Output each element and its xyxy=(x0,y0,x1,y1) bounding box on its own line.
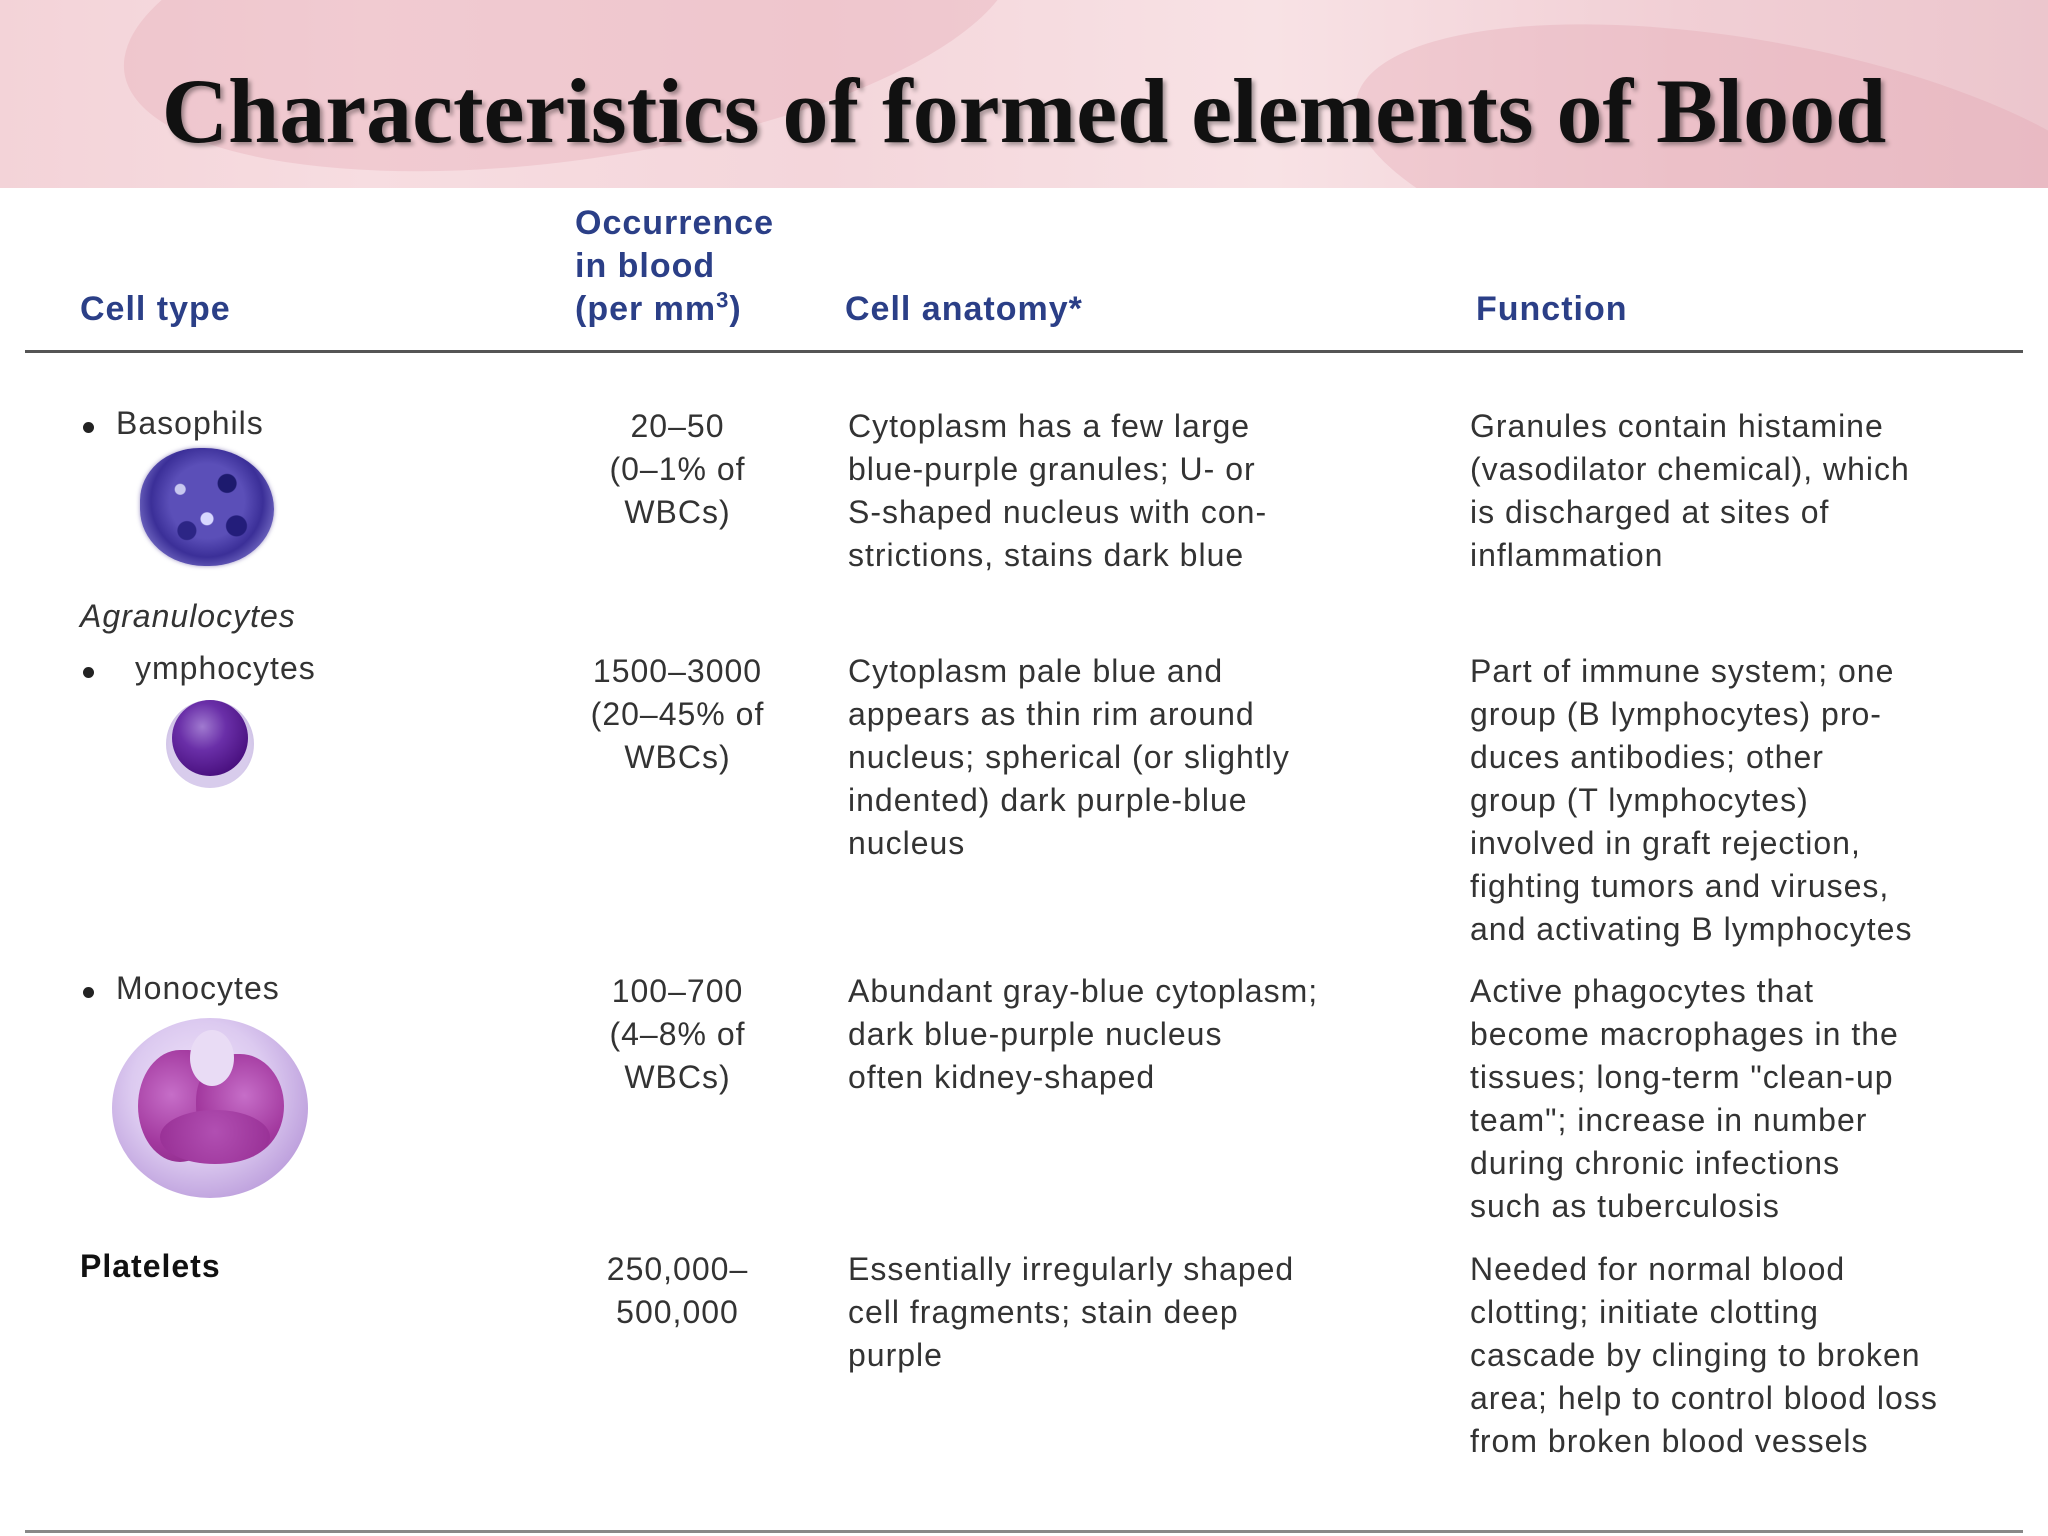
slide-title: Characteristics of formed elements of Blood xyxy=(161,60,1887,162)
monocyte-nucleus-base xyxy=(160,1110,270,1164)
subheading-agranulocytes: Agranulocytes xyxy=(80,598,296,634)
basophil-cell-image xyxy=(140,448,274,566)
row-name-lymphocytes: ymphocytes xyxy=(135,650,316,686)
bullet-monocytes xyxy=(83,987,94,998)
monocyte-nucleus-notch xyxy=(190,1030,234,1086)
row-anatomy-platelets: Essentially irregularly shaped cell fragments; stain deep purple xyxy=(848,1251,1295,1373)
header-occurrence-text: Occurrence in blood (per mm xyxy=(575,204,774,328)
row-anatomy-lymphocytes: Cytoplasm pale blue and appears as thin rim around nucleus; spherical (or slightly indented) dark purple-blue nucleus xyxy=(848,653,1290,861)
row-name-platelets: Platelets xyxy=(80,1248,221,1284)
header-divider xyxy=(25,350,2023,353)
header-occurrence-sup: 3 xyxy=(716,287,730,313)
row-occurrence-platelets: 250,000– 500,000 xyxy=(606,1251,749,1330)
row-name-basophils: Basophils xyxy=(116,405,264,441)
row-occurrence-monocytes: 100–700 (4–8% of WBCs) xyxy=(609,973,746,1095)
row-name-monocytes: Monocytes xyxy=(116,970,280,1006)
header-occurrence-close: ) xyxy=(729,290,742,328)
row-occurrence-lymphocytes: 1500–3000 (20–45% of WBCs) xyxy=(590,653,765,775)
row-function-platelets: Needed for normal blood clotting; initiate clotting cascade by clinging to broken area; help to control blood loss from broken blood vessels xyxy=(1470,1251,1938,1459)
header-cell-type: Cell type xyxy=(80,290,231,328)
row-function-monocytes: Active phagocytes that become macrophages in the tissues; long-term "clean-up team"; increase in number during chronic infections such as tuberculosis xyxy=(1470,973,1899,1224)
row-occurrence-basophils: 20–50 (0–1% of WBCs) xyxy=(609,408,746,530)
lymphocyte-nucleus-image xyxy=(172,700,248,776)
row-anatomy-basophils: Cytoplasm has a few large blue-purple granules; U- or S-shaped nucleus with con- strictions, stains dark blue xyxy=(848,408,1268,573)
bullet-basophils xyxy=(83,422,94,433)
row-anatomy-monocytes: Abundant gray-blue cytoplasm; dark blue-purple nucleus often kidney-shaped xyxy=(848,973,1319,1095)
header-function: Function xyxy=(1476,290,1628,328)
header-cell-anatomy: Cell anatomy* xyxy=(845,290,1083,328)
bullet-lymphocytes xyxy=(83,667,94,678)
header-occurrence xyxy=(575,202,835,331)
row-function-basophils: Granules contain histamine (vasodilator chemical), which is discharged at sites of inflammation xyxy=(1470,408,1910,573)
row-function-lymphocytes: Part of immune system; one group (B lymphocytes) pro- duces antibodies; other group (T lymphocytes) involved in graft rejection, fighting tumors and viruses, and activating B lymphocytes xyxy=(1470,653,1913,947)
bottom-divider xyxy=(25,1530,2023,1533)
